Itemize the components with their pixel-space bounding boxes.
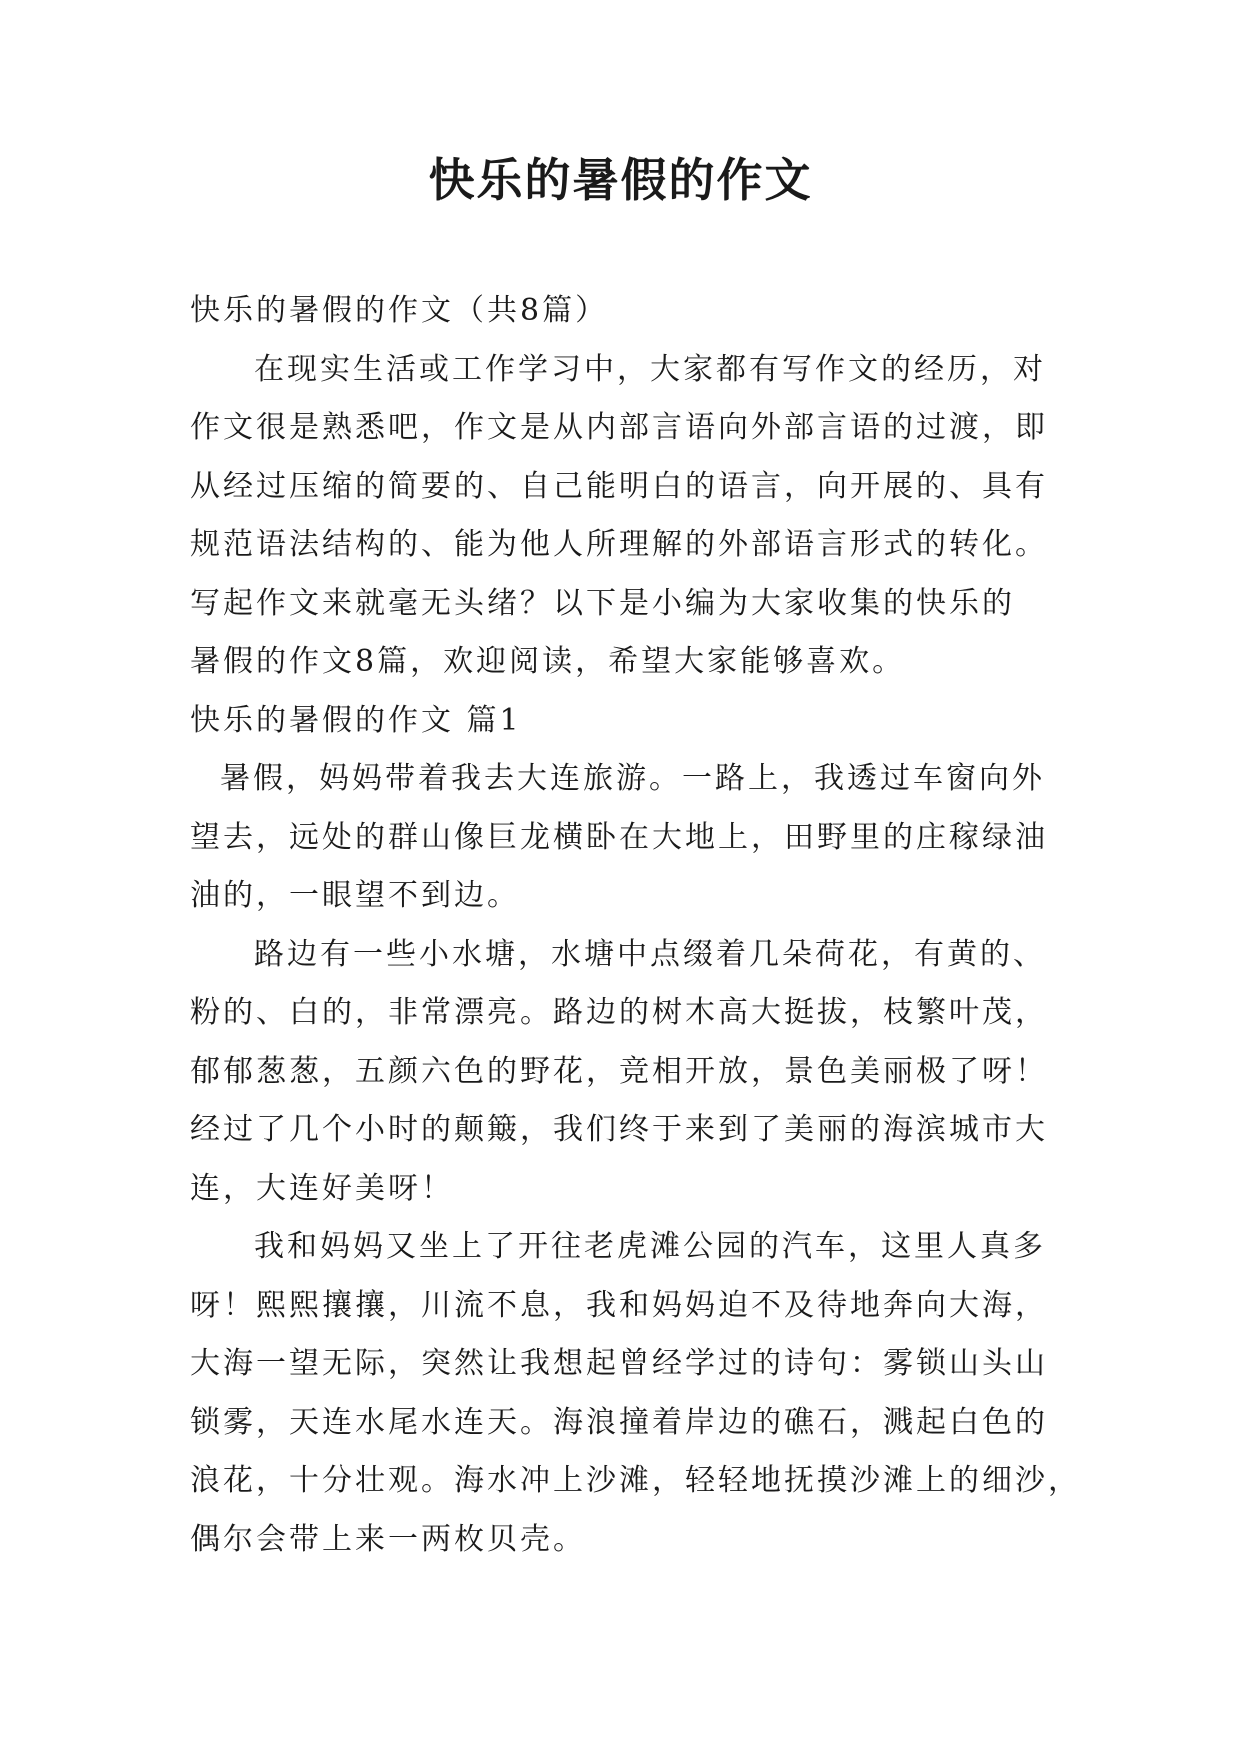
paragraph-line: 我和妈妈又坐上了开往老虎滩公园的汽车，这里人真多 [254,1229,1046,1264]
paragraph-line: 暑假的作文8篇，欢迎阅读，希望大家能够喜欢。 [190,644,906,679]
paragraph-line: 锁雾，天连水尾水连天。海浪撞着岸边的礁石，溅起白色的 [190,1404,1048,1440]
paragraph-line: 油的，一眼望不到边。 [190,878,520,913]
paragraph-line: 路边有一些小水塘，水塘中点缀着几朵荷花，有黄的、 [254,936,1046,972]
section-heading: 快乐的暑假的作文 篇1 [190,702,522,738]
paragraph-line: 规范语法结构的、能为他人所理解的外部语言形式的转化。 [190,527,1048,562]
paragraph-line: 写起作文来就毫无头绪？以下是小编为大家收集的快乐的 [190,585,1015,621]
paragraph-line: 偶尔会带上来一两枚贝壳。 [190,1521,586,1557]
paragraph-line: 郁郁葱葱，五颜六色的野花，竞相开放，景色美丽极了呀！ [190,1053,1048,1089]
paragraph-line: 连，大连好美呀！ [190,1170,454,1206]
paragraph-line: 从经过压缩的简要的、自己能明白的语言，向开展的、具有 [190,468,1048,504]
document-title: 快乐的暑假的作文 [428,153,813,207]
paragraph-line: 呀！熙熙攘攘，川流不息，我和妈妈迫不及待地奔向大海， [190,1287,1048,1323]
document-body [190,282,1081,1569]
paragraph-line: 浪花，十分壮观。海水冲上沙滩，轻轻地抚摸沙滩上的细沙， [190,1463,1081,1498]
paragraph-line: 粉的、白的，非常漂亮。路边的树木高大挺拔，枝繁叶茂， [190,995,1048,1030]
paragraph-line: 作文很是熟悉吧，作文是从内部言语向外部言语的过渡，即 [190,410,1048,445]
paragraph-line: 大海一望无际，突然让我想起曾经学过的诗句：雾锁山头山 [190,1346,1048,1381]
subtitle-line: 快乐的暑假的作文（共8篇） [190,293,609,328]
paragraph-line: 在现实生活或工作学习中，大家都有写作文的经历，对 [254,351,1046,387]
paragraph-line: 经过了几个小时的颠簸，我们终于来到了美丽的海滨城市大 [190,1112,1048,1147]
paragraph-line: 暑假，妈妈带着我去大连旅游。一路上，我透过车窗向外 [220,761,1045,796]
paragraph-line: 望去，远处的群山像巨龙横卧在大地上，田野里的庄稼绿油 [190,819,1048,855]
